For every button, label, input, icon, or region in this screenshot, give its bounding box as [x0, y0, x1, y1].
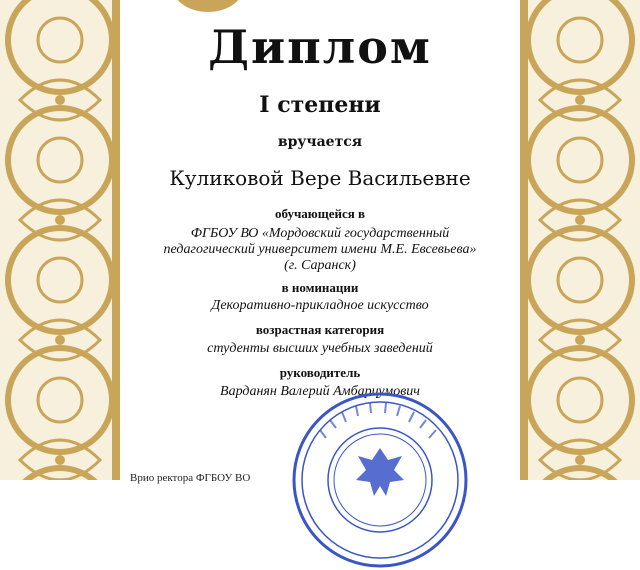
institution-line-1: ФГБОУ ВО «Мордовский государственный [190, 226, 450, 241]
institution-line-2: педагогический университет имени М.Е. Евсевьева» [163, 242, 477, 257]
student-label: обучающейся в [274, 206, 366, 221]
institution-city: (г. Саранск) [284, 258, 356, 273]
right-ornament-pattern [520, 0, 640, 480]
official-stamp [290, 390, 470, 570]
age-category-label: возрастная категория [255, 322, 385, 337]
right-ornamental-border [520, 0, 640, 480]
diploma-degree: I степени [259, 92, 381, 118]
awarded-to-label: вручается [277, 134, 363, 150]
supervisor-label: руководитель [279, 365, 361, 380]
diploma-title: Диплом [208, 20, 432, 74]
age-category-value: студенты высших учебных заведений [207, 341, 433, 356]
supervisor-name: Варданян Валерий Амбарцумович [220, 384, 420, 399]
nomination-value: Декоративно-прикладное искусство [211, 298, 429, 313]
left-ornament-pattern [0, 0, 120, 480]
recipient-name: Куликовой Вере Васильевне [169, 166, 471, 190]
left-ornamental-border [0, 0, 120, 480]
signer-title: Врио ректора ФГБОУ ВО [130, 472, 251, 484]
nomination-label: в номинации [281, 280, 359, 295]
